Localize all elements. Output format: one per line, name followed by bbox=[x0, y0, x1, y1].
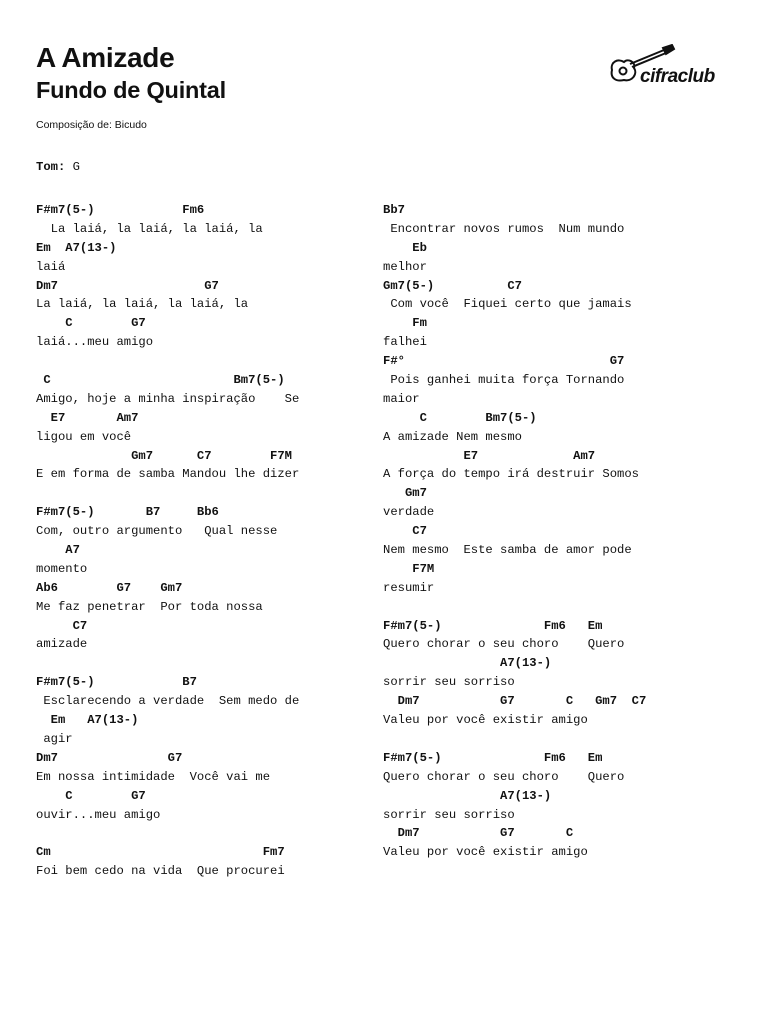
composer-credit: Composição de: Bicudo bbox=[36, 119, 147, 131]
chord-line[interactable]: F#m7(5-) B7 Bb6 bbox=[36, 505, 219, 520]
key-value: G bbox=[72, 160, 80, 174]
lyric-line: maior bbox=[383, 391, 420, 406]
chord-line[interactable]: Dm7 G7 bbox=[36, 750, 183, 765]
blank-line bbox=[383, 598, 646, 617]
chord-line[interactable]: Em A7(13-) bbox=[36, 713, 139, 728]
lyric-line: Valeu por você existir amigo bbox=[383, 713, 588, 728]
chord-line[interactable]: Fm bbox=[383, 316, 427, 331]
song-key bbox=[36, 158, 80, 177]
blank-line bbox=[383, 730, 646, 749]
chord-line[interactable]: Gm7 C7 F7M bbox=[36, 448, 292, 463]
lyric-line: ligou em você bbox=[36, 429, 132, 444]
chord-line[interactable]: F#° G7 bbox=[383, 354, 625, 369]
lyric-line: La laiá, la laiá, la laiá, la bbox=[36, 297, 249, 312]
chord-line[interactable]: C G7 bbox=[36, 316, 146, 331]
lyric-line: Amigo, hoje a minha inspiração Se bbox=[36, 391, 300, 406]
lyric-line: E em forma de samba Mandou lhe dizer bbox=[36, 467, 300, 482]
chord-line[interactable]: C7 bbox=[36, 618, 88, 633]
chord-line[interactable]: Dm7 G7 C Gm7 C7 bbox=[383, 694, 647, 709]
lyric-line: resumir bbox=[383, 580, 435, 595]
chord-line[interactable]: F#m7(5-) Fm6 Em bbox=[383, 618, 603, 633]
lyric-line: Em nossa intimidade Você vai me bbox=[36, 769, 271, 784]
lyric-line: agir bbox=[36, 731, 73, 746]
lyric-line: Pois ganhei muita força Tornando bbox=[383, 373, 625, 388]
lyric-line: amizade bbox=[36, 637, 88, 652]
artist-name: Fundo de Quintal bbox=[36, 77, 226, 103]
chord-line[interactable]: F#m7(5-) Fm6 bbox=[36, 203, 205, 217]
logo-wordmark: cifraclub bbox=[640, 66, 715, 87]
blank-line bbox=[36, 484, 299, 503]
chord-line[interactable]: E7 Am7 bbox=[36, 410, 139, 425]
lyric-line: La laiá, la laiá, la laiá, la bbox=[36, 221, 263, 236]
lyric-line: Nem mesmo Este samba de amor pode bbox=[383, 543, 632, 558]
lyrics-column-right bbox=[383, 201, 646, 862]
chord-line[interactable]: A7(13-) bbox=[383, 656, 552, 671]
lyric-line: sorrir seu sorriso bbox=[383, 675, 515, 690]
lyrics-column-left bbox=[36, 201, 299, 881]
chord-line[interactable]: C7 bbox=[383, 524, 427, 539]
lyric-line: Esclarecendo a verdade Sem medo de bbox=[36, 694, 300, 709]
lyric-line: Quero chorar o seu choro Quero bbox=[383, 769, 625, 784]
key-label: Tom: bbox=[36, 160, 66, 174]
lyric-line: falhei bbox=[383, 335, 427, 350]
blank-line bbox=[36, 824, 299, 843]
chord-line[interactable]: F#m7(5-) B7 bbox=[36, 675, 197, 690]
chord-line[interactable]: A7(13-) bbox=[383, 788, 552, 803]
chord-line[interactable]: Dm7 G7 C bbox=[383, 826, 574, 841]
lyric-line: ouvir...meu amigo bbox=[36, 807, 161, 822]
chord-line[interactable]: Gm7(5-) C7 bbox=[383, 278, 522, 293]
lyric-line: Quero chorar o seu choro Quero bbox=[383, 637, 625, 652]
lyric-line: Me faz penetrar Por toda nossa bbox=[36, 599, 263, 614]
chord-line[interactable]: E7 Am7 bbox=[383, 448, 596, 463]
blank-line bbox=[36, 654, 299, 673]
chord-line[interactable]: Bb7 bbox=[383, 203, 405, 217]
blank-line bbox=[36, 352, 299, 371]
chord-line[interactable]: C G7 bbox=[36, 788, 146, 803]
chord-line[interactable]: Dm7 G7 bbox=[36, 278, 219, 293]
lyric-line: Foi bem cedo na vida Que procurei bbox=[36, 864, 285, 879]
lyric-line: Com você Fiquei certo que jamais bbox=[383, 297, 632, 312]
chord-line[interactable]: Cm Fm7 bbox=[36, 845, 285, 860]
chord-line[interactable]: C Bm7(5-) bbox=[383, 410, 537, 425]
lyric-line: melhor bbox=[383, 259, 427, 274]
lyric-line: momento bbox=[36, 561, 88, 576]
lyric-line: verdade bbox=[383, 505, 435, 520]
lyric-line: Com, outro argumento Qual nesse bbox=[36, 524, 278, 539]
chord-line[interactable]: C Bm7(5-) bbox=[36, 373, 285, 388]
chord-line[interactable]: A7 bbox=[36, 543, 80, 558]
lyric-line: sorrir seu sorriso bbox=[383, 807, 515, 822]
lyric-line: laiá bbox=[36, 259, 66, 274]
lyric-line: Valeu por você existir amigo bbox=[383, 845, 588, 860]
chord-line[interactable]: Gm7 bbox=[383, 486, 427, 501]
chord-line[interactable]: F7M bbox=[383, 561, 435, 576]
song-title: A Amizade bbox=[36, 42, 175, 73]
chord-line[interactable]: Em A7(13-) bbox=[36, 240, 117, 255]
guitar-icon bbox=[606, 44, 722, 96]
chord-line[interactable]: Eb bbox=[383, 240, 427, 255]
cifraclub-logo[interactable] bbox=[606, 44, 722, 96]
lyric-line: laiá...meu amigo bbox=[36, 335, 154, 350]
lyric-line: Encontrar novos rumos Num mundo bbox=[383, 221, 625, 236]
chord-line[interactable]: Ab6 G7 Gm7 bbox=[36, 580, 183, 595]
lyric-line: A amizade Nem mesmo bbox=[383, 429, 522, 444]
chord-line[interactable]: F#m7(5-) Fm6 Em bbox=[383, 750, 603, 765]
lyric-line: A força do tempo irá destruir Somos bbox=[383, 467, 639, 482]
